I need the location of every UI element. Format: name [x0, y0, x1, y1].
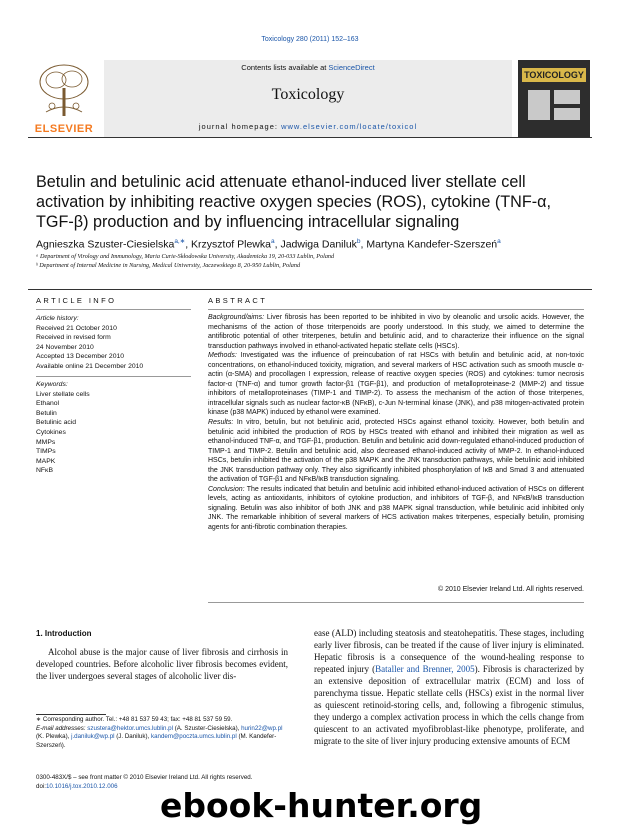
abstract-section-text: Investigated was the influence of preincubation of rat HSCs with betulin and betulinic acid, at non-toxic concentrations, on ethanol-induced toxicity, migration, and several markers of HSC activation such as smooth muscle α-actin (α-SMA) and procollagen I expression, release of reactive oxygen species (ROS) and cytokines: tumor necrosis factor-α (TNF-α) and tumor growth factor-β1 (TGF-β1), and production of metalloproteinase-2 (MMP-2) and tissue inhibitors of metalloproteinases (TIMP-1 and TIMP-2). To assess the mechanism of the action of those triterpenes, intracellular signals such as nuclear factor-κB (NFκB), c-Jun N-terminal kinase (JNK), and p38 mitogen-activated protein kinase (p38 MAPK) induced by ethanol were examined. [208, 352, 584, 417]
body-text: ease (ALD) including steatosis and steatohepatitis. These stages, including early liver fibrosis, can be treated if the cause of liver injury is eliminated. Hepatic fibrosis is a consequence of the wound-healing response to repeated injury ( [314, 628, 584, 674]
keyword: TIMPs [36, 448, 56, 456]
keywords [36, 380, 196, 476]
sciencedirect-link[interactable]: ScienceDirect [328, 63, 375, 72]
homepage-link[interactable]: www.elsevier.com/locate/toxicol [281, 122, 418, 131]
article-title: Betulin and betulinic acid attenuate ethanol-induced liver stellate cell activation by inhibiting reactive oxygen species (ROS), cytokine (TNF-α, TGF-β) production and by influencing intracellular signaling [36, 173, 551, 231]
elsevier-logo [28, 60, 100, 137]
body-column-left: Alcohol abuse is the major cause of liver fibrosis and cirrhosis in developed countries. Before alcoholic liver fibrosis becomes evident, the liver undergoes several stages of alcoholic liver dis- [36, 647, 288, 681]
abstract-paragraph [208, 313, 584, 351]
history-line: Available online 21 December 2010 [36, 362, 144, 370]
abstract-section-label: Results: [208, 419, 234, 427]
abstract-paragraph [208, 485, 584, 533]
affiliation-a: ᵃ Department of Virology and Immunology, Maria Curie-Skłodowska University, Akademicka 19, 20-033 Lublin, Poland [36, 253, 335, 260]
keyword: Cytokines [36, 428, 66, 436]
email-addresses [36, 725, 292, 751]
email-owner: (M. Kandefer-Szerszeń). [36, 733, 277, 749]
keyword: Betulinic acid [36, 419, 77, 427]
journal-reference[interactable]: Toxicology 280 (2011) 152–163 [261, 36, 359, 43]
journal-header [28, 60, 592, 138]
abstract-section-label: Conclusion: [208, 485, 245, 493]
author-affil-mark[interactable]: a,∗ [174, 238, 186, 245]
affiliation-b: ᵇ Department of Internal Medicine in Nursing, Medical University, Jaczewskiego 8, 20-950 Lublin, Poland [36, 262, 301, 269]
watermark: ebook-hunter.org [160, 786, 483, 825]
body-text: ). Fibrosis is characterized by an extensive deposition of extracellular matrix (ECM) and loss of parenchyma tissue. Hepatic stellate cells (HSCs) exist in the normal liver as quiescent retinoid-storing cells, and, following a fibrogenic stimulus, they undergo a complex activation process in which the cells change from quiescent to an activated myofibroblast-like phenotype, proliferate, and migrate to the site of liver injury producing extensive amounts of ECM [314, 664, 585, 746]
contents-prefix: Contents lists available at [241, 63, 329, 72]
author-name: Krzysztof Plewka [191, 238, 271, 251]
author-affil-mark[interactable]: a [497, 238, 501, 245]
author-list [36, 237, 592, 251]
masthead [104, 60, 512, 137]
elsevier-wordmark: ELSEVIER [34, 123, 94, 135]
email-label: E-mail addresses: [36, 724, 86, 732]
homepage-line [104, 122, 512, 131]
divider [36, 309, 191, 310]
email-link[interactable]: j.daniluk@wp.pl [71, 733, 115, 741]
author-affil-mark[interactable]: b [356, 238, 361, 245]
journal-cover [518, 60, 590, 137]
divider [208, 602, 584, 603]
email-link[interactable]: kandem@poczta.umcs.lublin.pl [150, 733, 237, 741]
author-name: Agnieszka Szuster-Ciesielska [36, 238, 175, 251]
contents-line [104, 63, 512, 72]
keywords-label: Keywords: [36, 381, 68, 388]
abstract-section-label: Background/aims: [208, 314, 265, 321]
abstract-paragraph [208, 418, 584, 485]
author-affil-mark[interactable]: a [270, 238, 275, 245]
divider [208, 309, 584, 310]
author-separator: , [185, 238, 192, 251]
cover-image-block [554, 108, 580, 120]
homepage-prefix: journal homepage: [198, 122, 282, 131]
history-line: Accepted 13 December 2010 [36, 353, 125, 361]
abstract-section-label: Methods: [208, 352, 237, 360]
corresponding-author-note: ∗ Corresponding author. Tel.: +48 81 537 59 43; fax: +48 81 537 59 59. [36, 716, 233, 723]
divider [36, 376, 191, 377]
cover-title: TOXICOLOGY [522, 68, 586, 82]
cover-image-block [554, 90, 580, 104]
article-info-heading: ARTICLE INFO [36, 296, 117, 305]
cover-image-block [528, 90, 550, 120]
doi-link[interactable]: 10.1016/j.tox.2010.12.006 [45, 782, 118, 790]
keyword: MMPs [36, 438, 56, 446]
abstract-section-text: In vitro, betulin, but not betulinic acid, protected HSCs against ethanol toxicity. However, both betulin and betulinic acid inhibited the production of ROS by HSCs treated with ethanol and inhibited their migration as well as ethanol-induced TNF-α, and TGF-β1, production. Betulin and betulinic acid down-regulated ethanol-induced production of TIMP-1 and TIMP-2. Betulin and betulinic acid, also decreased ethanol-induced activity of MMP-2. In ethanol-induced HSCs, betulin inhibited the activation of the p38 MAPK and the JNK transduction pathways, while betulinic acid inhibited the JNK transduction pathway only. They also significantly inhibited phosphorylation of IκB and Smad 3 and attenuated the activation of TGF-β1 and NFκB/IκB transduction signaling. [208, 419, 584, 484]
abstract-section-text: Liver fibrosis has been reported to be inhibited in vivo by oleanolic and ursolic acids. However, the mechanisms of the action of those triterpenoids are poorly understood. In this study, we aimed to determine the antifibrotic potential of other triterpenes, betulin and betulinic acid, and to characterize their influence on the signal transduction pathways involved in ethanol-activated hepatic stellate cells (HSCs). [208, 314, 584, 350]
body-column-right [314, 627, 584, 747]
abstract-paragraph [208, 351, 584, 418]
abstract-heading: ABSTRACT [208, 296, 268, 305]
footnote-divider [36, 714, 106, 715]
history-label: Article history: [36, 315, 79, 322]
issn-line: 0300-483X/$ – see front matter © 2010 Elsevier Ireland Ltd. All rights reserved. [36, 774, 253, 781]
email-link[interactable]: hurin22@wp.pl [241, 724, 283, 732]
journal-name: Toxicology [271, 86, 345, 103]
keyword: Betulin [36, 409, 57, 417]
footnotes [36, 716, 292, 750]
keyword: Liver stellate cells [36, 390, 90, 398]
keyword: NFκB [36, 467, 53, 475]
email-link[interactable]: szustera@hektor.umcs.lublin.pl [87, 724, 173, 732]
history-line: Received in revised form [36, 334, 111, 342]
abstract-body [208, 313, 584, 533]
section-heading-introduction: 1. Introduction [36, 629, 92, 638]
author-separator: , [274, 238, 281, 251]
author-name: Jadwiga Daniluk [280, 238, 357, 251]
article-history [36, 314, 196, 372]
citation-link[interactable]: Bataller and Brenner, 2005 [375, 664, 475, 674]
abstract-section-text: The results indicated that betulin and betulinic acid inhibited ethanol-induced activation of HSCs on different levels, acting as antioxidants, inhibitors of cytokine production, and inhibitors of TGF-β, and NFκB/IκB transduction signaling. Betulin was also inhibitor of both JNK and p38 MAPK signal transduction, while betulinic acid inhibited only JNK. The remarkable inhibition of several markers of HCS activation makes triterpenes, especially betulin, promising agents for anti-fibrotic combination therapies. [208, 485, 584, 532]
email-owner: (J. Daniluk), [114, 733, 150, 741]
copyright-notice: © 2010 Elsevier Ireland Ltd. All rights reserved. [437, 586, 584, 593]
history-line: Received 21 October 2010 [36, 324, 117, 332]
keyword: MAPK [36, 457, 56, 465]
elsevier-tree-icon [34, 62, 94, 118]
author-name: Martyna Kandefer-Szerszeń [366, 238, 498, 251]
email-owner: (K. Plewka), [36, 733, 72, 741]
keyword: Ethanol [36, 400, 60, 408]
author-separator: , [360, 238, 367, 251]
doi-label: doi: [36, 782, 46, 790]
history-line: 24 November 2010 [36, 343, 94, 351]
divider [28, 289, 592, 290]
email-owner: (A. Szuster-Ciesielska), [173, 724, 240, 732]
